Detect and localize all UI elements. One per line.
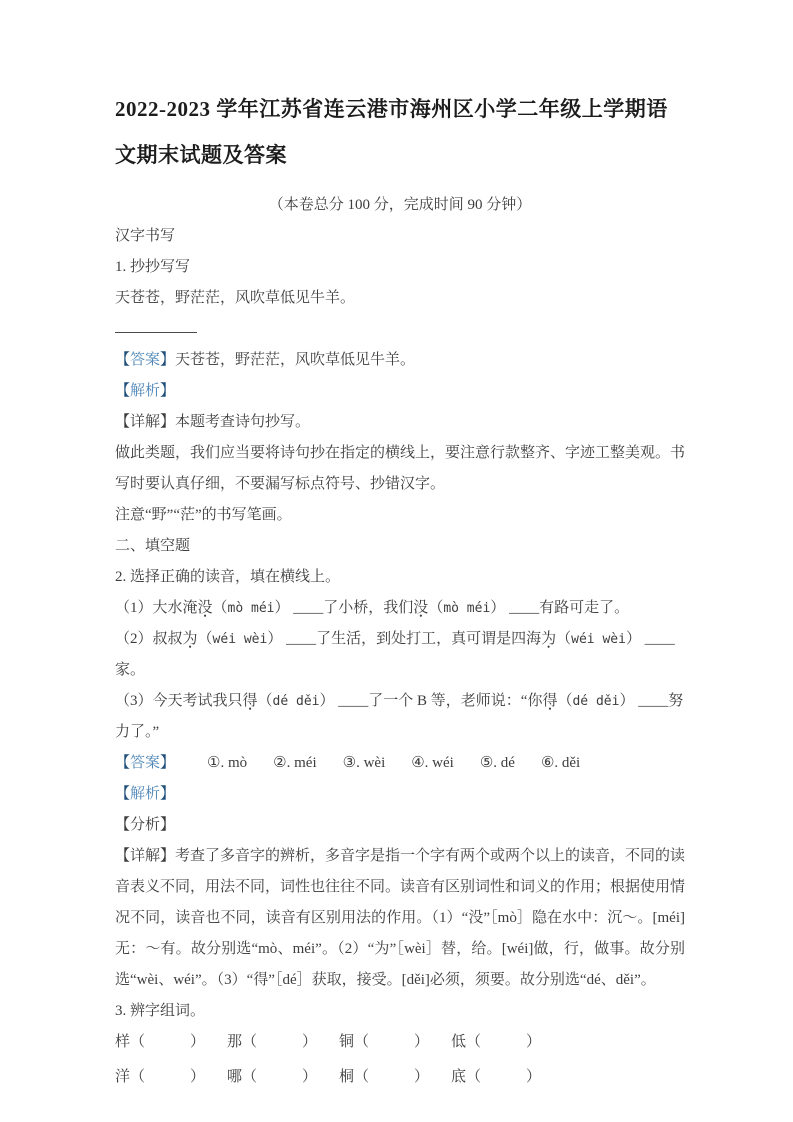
q3-title: 3. 辨字组词。 [115,1003,206,1019]
q3-cell: 铜（ ） [339,1034,430,1050]
q2-answer-5: ⑤. dé [479,755,515,771]
q2-answer-1: ①. mò [207,755,248,771]
analysis-label: 解析 [130,383,161,399]
q2-answer-6: ⑥. děi [540,755,581,771]
q3-cell: 桐（ ） [339,1069,430,1085]
label-bracket-close: 】 [160,383,176,399]
q2-analysis-black-label: 【分析】 [115,817,176,833]
answer-label: 答案 [130,352,161,368]
q1-answer-line [115,345,685,376]
q2-answer-2: ②. méi [273,755,317,771]
label-bracket-open: 【 [115,383,131,399]
q1-explain-3: 注意“野”“茫”的书写笔画。 [115,507,292,523]
q3-cell: 底（ ） [451,1069,542,1085]
q2-item-2: （2）叔叔为（wéi wèi） ____了生活，到处打工，真可谓是四海为（wéi wèi） ____家。 [115,631,675,678]
q3-cell: 哪（ ） [227,1069,318,1085]
label-bracket-close: 】 [160,352,176,368]
q1-copy-text: 天苍苍，野茫茫，风吹草低见牛羊。 [115,290,356,306]
q2-item-3: （3）今天考试我只得（dé děi） ____了一个 B 等，老师说：“你得（dé děi） ____努力了。” [115,693,684,740]
q3-cell: 低（ ） [451,1034,542,1050]
exam-meta: （本卷总分 100 分，完成时间 90 分钟） [268,197,532,213]
q3-cell: 样（ ） [115,1034,206,1050]
answer-blank-line [115,319,197,333]
label-bracket-close: 】 [160,755,176,771]
q2-explain: 【详解】考查了多音字的辨析，多音字是指一个字有两个或两个以上的读音，不同的读音表义不同，用法不同，词性也往往不同。读音有区别词性和词义的作用；根据使用情况不同，读音也不同，读音有区别用法的作用。（1）“没”［mò］隐在水中：沉～。[méi]无：～有。故分别选“mò、méi”。（2）“为”［wèi］替，给。[wéi]做，行，做事。故分别选“wèi、wéi”。（3）“得”［dé］获取，接受。[děi]必须，须要。故分别选“dé、děi”。 [115,848,686,988]
q2-answer-line [115,748,685,779]
q3-cell: 洋（ ） [115,1069,206,1085]
section-2-heading: 二、填空题 [115,538,191,554]
q3-row-2 [115,1062,685,1093]
q2-answer-4: ④. wéi [411,755,454,771]
section-hanzi-heading: 汉字书写 [115,228,176,244]
label-bracket-close: 】 [160,786,176,802]
q1-analysis-line [115,376,685,407]
q1-answer-blank-row [115,314,685,345]
q1-answer-text: 天苍苍，野茫茫，风吹草低见牛羊。 [175,352,416,368]
q2-title: 2. 选择正确的读音，填在横线上。 [115,569,341,585]
label-bracket-open: 【 [115,352,131,368]
answer-label: 答案 [130,755,161,771]
q1-explain-1: 【详解】本题考查诗句抄写。 [115,414,311,430]
analysis-label: 解析 [130,786,161,802]
label-bracket-open: 【 [115,786,131,802]
q2-answer-3: ③. wèi [342,755,386,771]
q1-number: 1. 抄抄写写 [115,259,191,275]
exam-title: 2022-2023 学年江苏省连云港市海州区小学二年级上学期语文期末试题及答案 [115,97,668,167]
q3-row-1 [115,1027,685,1058]
label-bracket-open: 【 [115,755,131,771]
q2-item-1: （1）大水淹没（mò méi） ____了小桥，我们没（mò méi） ____有路可走了。 [115,600,630,616]
q3-cell: 那（ ） [227,1034,318,1050]
q1-explain-2: 做此类题，我们应当要将诗句抄在指定的横线上，要注意行款整齐、字迹工整美观。书写时要认真仔细，不要漏写标点符号、抄错汉字。 [115,445,686,492]
q2-analysis-line [115,779,685,810]
